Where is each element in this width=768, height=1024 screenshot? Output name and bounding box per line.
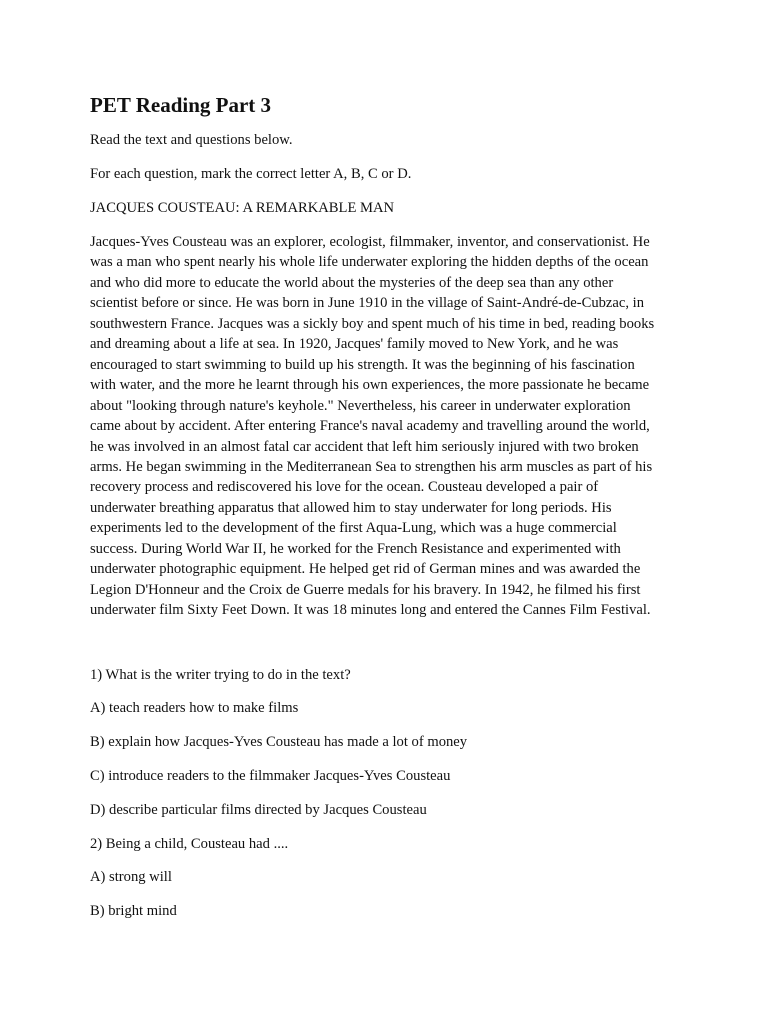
question-block-1 — [90, 665, 690, 821]
body-line: Legion D'Honneur and the Croix de Guerre medals for his bravery. In 1942, he filmed his first — [90, 581, 641, 598]
body-line: southwestern France. Jacques was a sickly boy and spent much of his time in bed, reading books — [90, 315, 655, 332]
article-heading: JACQUES COUSTEAU: A REMARKABLE MAN — [90, 200, 395, 216]
body-line: underwater breathing apparatus that allowed him to stay underwater for long periods. His — [90, 499, 612, 516]
article-body — [90, 232, 690, 621]
body-line: arms. He began swimming in the Mediterranean Sea to strengthen his arm muscles as part of his — [90, 458, 653, 475]
answer-option[interactable]: A) teach readers how to make films — [90, 700, 299, 717]
question-text: 2) Being a child, Cousteau had .... — [90, 835, 289, 852]
answer-option[interactable]: C) introduce readers to the filmmaker Jacques-Yves Cousteau — [90, 768, 451, 784]
body-line: scientist before or since. He was born in June 1910 in the village of Saint-André-de-Cubzac, in — [90, 295, 644, 312]
body-line: encouraged to start swimming to build up his strength. It was the beginning of his fascination — [90, 356, 635, 373]
answer-option[interactable]: B) explain how Jacques-Yves Cousteau has made a lot of money — [90, 734, 468, 751]
body-line: he was involved in an almost fatal car accident that left him seriously injured with two broken — [90, 438, 639, 455]
body-line: came about by accident. After entering France's naval academy and travelling around the world, — [90, 418, 650, 435]
question-text: 1) What is the writer trying to do in the text? — [90, 666, 351, 683]
question-block-2 — [90, 834, 690, 922]
document-page — [90, 88, 690, 935]
body-line: was a man who spent nearly his whole life underwater exploring the hidden depths of the ocean — [90, 254, 649, 271]
section-spacer — [90, 621, 690, 665]
body-line: and dreaming about a life at sea. In 1920, Jacques' family moved to New York, and he was — [90, 336, 619, 353]
body-line: underwater photographic equipment. He helped get rid of German mines and was awarded the — [90, 561, 641, 578]
body-line: and who did more to educate the world about the mysteries of the deep sea than any other — [90, 274, 614, 291]
instruction-read: Read the text and questions below. — [90, 132, 293, 148]
body-line: underwater film Sixty Feet Down. It was 18 minutes long and entered the Cannes Film Festival. — [90, 602, 651, 619]
body-line: Jacques-Yves Cousteau was an explorer, ecologist, filmmaker, inventor, and conservationist. He — [90, 234, 650, 250]
instruction-mark: For each question, mark the correct letter A, B, C or D. — [90, 166, 412, 182]
answer-option[interactable]: D) describe particular films directed by Jacques Cousteau — [90, 801, 427, 818]
answer-option[interactable]: B) bright mind — [90, 903, 177, 920]
body-line: with water, and the more he learnt through his own experiences, the more passionate he became — [90, 377, 650, 394]
body-line: success. During World War II, he worked for the French Resistance and experimented with — [90, 540, 621, 557]
body-line: experiments led to the development of the first Aqua-Lung, which was a huge commercial — [90, 520, 617, 537]
page-title: PET Reading Part 3 — [90, 93, 272, 117]
body-line: recovery process and rediscovered his love for the ocean. Cousteau developed a pair of — [90, 479, 599, 496]
body-line: about "looking through nature's keyhole." Nevertheless, his career in underwater exploration — [90, 397, 631, 414]
answer-option[interactable]: A) strong will — [90, 869, 172, 886]
